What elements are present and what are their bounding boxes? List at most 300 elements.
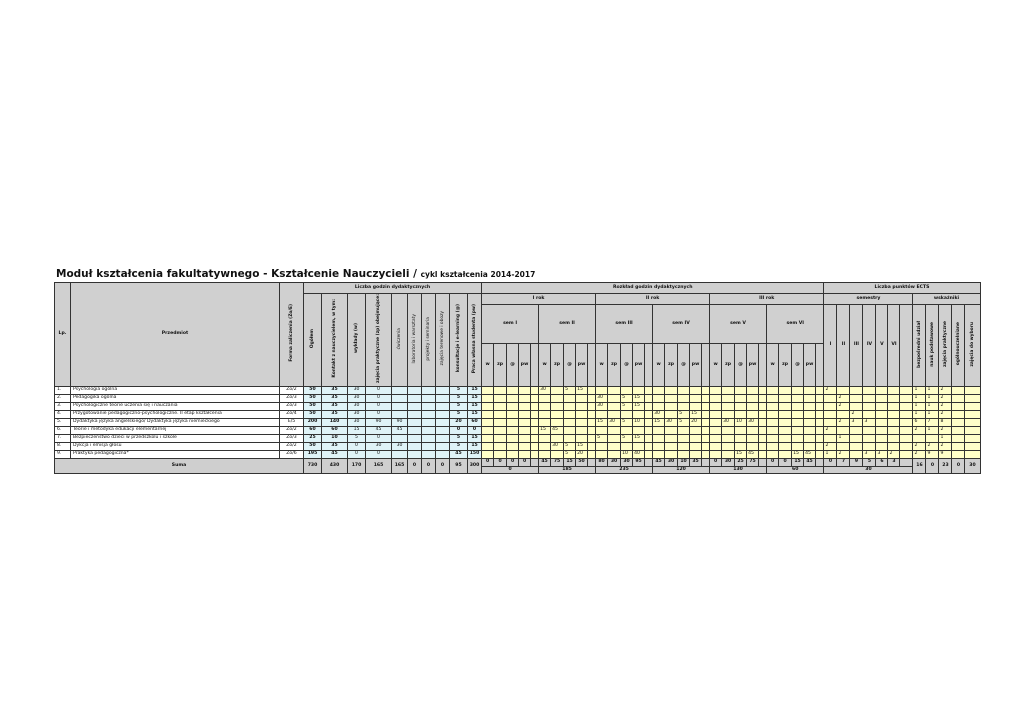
row-schedule-cell [779, 402, 792, 410]
row-schedule-cell [494, 386, 507, 394]
row-hours-cell: 60 [304, 426, 322, 434]
row-schedule-cell [767, 410, 779, 418]
row-schedule-cell [494, 434, 507, 442]
sum-schedule-cell: 0 [482, 458, 494, 466]
row-ects-sem-total [900, 426, 913, 434]
row-ects-indicator: 2 [939, 394, 952, 402]
row-sem-spacer [645, 426, 653, 434]
row-schedule-cell [482, 394, 494, 402]
row-schedule-cell [621, 426, 633, 434]
curriculum-table [54, 282, 981, 474]
sum-hours-cell: 95 [450, 458, 468, 473]
row-ects-sem [876, 410, 888, 418]
row-schedule-cell [767, 418, 779, 426]
row-hours-cell [436, 426, 450, 434]
row-ects-sem: 1 [837, 434, 850, 442]
row-schedule-cell [710, 394, 722, 402]
row-hours-cell: 5 [450, 394, 468, 402]
table-row [55, 434, 981, 442]
header-hours-col: Ogółem [304, 294, 322, 387]
sum-semester-total: 0 [482, 466, 539, 473]
row-schedule-cell [665, 426, 678, 434]
row-ects-sem [863, 442, 876, 450]
row-schedule-cell [747, 386, 759, 394]
header-sem-spacer [702, 343, 710, 386]
row-schedule-cell [792, 442, 804, 450]
row-hours-cell: 45 [450, 450, 468, 458]
row-hours-cell: 45 [366, 426, 392, 434]
row-ects-sem [837, 386, 850, 394]
row-sem-spacer [816, 434, 824, 442]
row-hours-cell: 35 [322, 410, 348, 418]
row-lp: 2. [55, 394, 71, 402]
sum-schedule-cell: 80 [596, 458, 608, 466]
sum-semester-total: 120 [653, 466, 710, 473]
row-schedule-cell: 45 [747, 450, 759, 458]
row-schedule-cell: 30 [539, 386, 551, 394]
header-subcol: @ [678, 343, 690, 386]
row-sem-spacer [702, 410, 710, 418]
row-schedule-cell [539, 394, 551, 402]
row-sem-spacer [816, 386, 824, 394]
row-ects-sem [824, 394, 837, 402]
sum-label: Suma [55, 458, 304, 473]
document-title [56, 262, 535, 281]
row-schedule-cell [551, 394, 564, 402]
row-schedule-cell [735, 394, 747, 402]
header-subcol: w [539, 343, 551, 386]
row-schedule-cell [735, 386, 747, 394]
row-hours-cell [436, 394, 450, 402]
table-row [55, 410, 981, 418]
row-ects-indicator: 1 [913, 386, 926, 394]
row-hours-cell [422, 426, 436, 434]
row-ects-sem: 3 [850, 418, 863, 426]
row-schedule-cell [665, 434, 678, 442]
sum-schedule-cell: 75 [747, 458, 759, 466]
row-hours-cell: 35 [322, 442, 348, 450]
header-year: III rok [710, 294, 824, 305]
row-lp: 1. [55, 386, 71, 394]
row-sem-spacer [645, 394, 653, 402]
header-subcol: w [482, 343, 494, 386]
row-schedule-cell [507, 394, 519, 402]
row-hours-cell: 140 [322, 418, 348, 426]
row-form: E/5 [280, 418, 304, 426]
row-sem-spacer [645, 418, 653, 426]
row-schedule-cell [665, 402, 678, 410]
row-form: Zo/3 [280, 434, 304, 442]
table-row [55, 386, 981, 394]
row-ects-sem [824, 434, 837, 442]
row-ects-sem [876, 386, 888, 394]
sum-schedule-cell: 45 [539, 458, 551, 466]
row-sem-spacer [702, 394, 710, 402]
row-schedule-cell [507, 386, 519, 394]
row-ects-sem [888, 410, 900, 418]
row-schedule-cell [539, 402, 551, 410]
row-schedule-cell [747, 426, 759, 434]
row-schedule-cell [608, 426, 621, 434]
row-schedule-cell: 5 [621, 418, 633, 426]
row-schedule-cell [653, 402, 665, 410]
row-schedule-cell: 30 [722, 418, 735, 426]
row-sem-spacer [702, 450, 710, 458]
row-form: Zo/2 [280, 386, 304, 394]
row-schedule-cell: 15 [633, 434, 645, 442]
row-ects-sem-total [900, 450, 913, 458]
row-hours-cell [422, 450, 436, 458]
row-form: Zo/4 [280, 410, 304, 418]
row-sem-spacer [759, 394, 767, 402]
row-ects-indicator [965, 434, 980, 442]
row-sem-spacer [759, 450, 767, 458]
row-sem-spacer [759, 442, 767, 450]
row-hours-cell: 30 [348, 410, 366, 418]
table-row [55, 426, 981, 434]
row-ects-indicator [965, 418, 980, 426]
row-hours-cell [408, 426, 422, 434]
row-ects-sem [850, 442, 863, 450]
row-schedule-cell [482, 450, 494, 458]
sum-schedule-cell: 25 [735, 458, 747, 466]
row-ects-indicator [952, 386, 965, 394]
row-hours-cell [392, 450, 408, 458]
row-ects-indicator: 1 [926, 410, 939, 418]
row-hours-cell [408, 434, 422, 442]
row-schedule-cell [633, 386, 645, 394]
row-schedule-cell [596, 386, 608, 394]
header-ects-sem: VI [888, 305, 900, 387]
sum-sem-spacer [588, 458, 596, 466]
row-schedule-cell [519, 426, 531, 434]
row-schedule-cell: 5 [678, 418, 690, 426]
row-schedule-cell [653, 442, 665, 450]
row-sem-spacer [759, 434, 767, 442]
row-schedule-cell [539, 434, 551, 442]
row-schedule-cell [678, 386, 690, 394]
table-row [55, 394, 981, 402]
row-schedule-cell [665, 442, 678, 450]
row-ects-indicator: 2 [913, 450, 926, 458]
row-schedule-cell [710, 402, 722, 410]
row-ects-indicator [965, 402, 980, 410]
header-ects-sem-total [900, 305, 913, 387]
row-schedule-cell [747, 402, 759, 410]
row-ects-indicator: 1 [913, 402, 926, 410]
row-schedule-cell [804, 434, 816, 442]
sum-schedule-cell: 10 [678, 458, 690, 466]
row-schedule-cell [767, 402, 779, 410]
row-subject: Przygotowanie pedagogiczno-psychologiczne. II etap kształcenia [71, 410, 280, 418]
row-schedule-cell [804, 442, 816, 450]
row-ects-sem [850, 450, 863, 458]
sum-schedule-cell: 15 [564, 458, 576, 466]
row-sem-spacer [531, 394, 539, 402]
row-schedule-cell [722, 434, 735, 442]
row-schedule-cell [792, 386, 804, 394]
row-schedule-cell [767, 426, 779, 434]
row-sem-spacer [588, 434, 596, 442]
row-hours-cell: 15 [348, 426, 366, 434]
row-ects-indicator: 7 [926, 418, 939, 426]
row-hours-cell: 5 [450, 402, 468, 410]
row-schedule-cell: 5 [678, 410, 690, 418]
row-hours-cell [422, 386, 436, 394]
row-ects-sem [876, 434, 888, 442]
row-sem-spacer [531, 426, 539, 434]
row-schedule-cell [804, 394, 816, 402]
row-schedule-cell: 5 [564, 386, 576, 394]
header-ects-group: Liczba punktów ECTS [824, 283, 980, 294]
row-schedule-cell [519, 386, 531, 394]
header-subcol: zp [779, 343, 792, 386]
row-schedule-cell [767, 450, 779, 458]
row-schedule-cell [633, 410, 645, 418]
row-subject: Praktyka pedagogiczna* [71, 450, 280, 458]
row-sem-spacer [588, 386, 596, 394]
row-hours-cell: 0 [450, 426, 468, 434]
row-sem-spacer [588, 402, 596, 410]
row-hours-cell: 5 [450, 410, 468, 418]
row-sem-spacer [702, 386, 710, 394]
row-lp: 7. [55, 434, 71, 442]
row-ects-sem-total [900, 434, 913, 442]
row-sem-spacer [816, 426, 824, 434]
row-form: Zo/2 [280, 426, 304, 434]
row-ects-sem [850, 434, 863, 442]
sum-semester-total: 235 [596, 466, 653, 473]
header-ects-sem: I [824, 305, 837, 387]
row-ects-indicator: 2 [939, 426, 952, 434]
sum-sem-spacer [759, 458, 767, 466]
header-ects-subgroup: semestry [824, 294, 913, 305]
row-schedule-cell [564, 410, 576, 418]
header-ects-indicator: zajęcia do wyboru [965, 305, 980, 387]
row-schedule-cell [519, 418, 531, 426]
row-schedule-cell [804, 418, 816, 426]
row-hours-cell: 35 [322, 386, 348, 394]
row-hours-cell: 0 [348, 442, 366, 450]
row-ects-indicator: 2 [939, 410, 952, 418]
row-schedule-cell [507, 418, 519, 426]
sum-sem-spacer [531, 458, 539, 466]
sum-schedule-cell: 30 [621, 458, 633, 466]
row-ects-sem [876, 402, 888, 410]
row-ects-sem: 3 [876, 450, 888, 458]
row-ects-sem: 2 [837, 450, 850, 458]
row-schedule-cell: 20 [690, 418, 702, 426]
sum-sem-spacer [702, 458, 710, 466]
sum-schedule-cell: 35 [690, 458, 702, 466]
header-subcol: @ [507, 343, 519, 386]
row-subject: Psychologia ogólna [71, 386, 280, 394]
row-hours-cell: 60 [468, 418, 482, 426]
row-schedule-cell [690, 394, 702, 402]
row-ects-indicator [952, 426, 965, 434]
header-subcol: w [767, 343, 779, 386]
row-schedule-cell: 5 [564, 450, 576, 458]
row-hours-cell: 50 [304, 386, 322, 394]
row-schedule-cell [482, 410, 494, 418]
row-schedule-cell: 15 [633, 394, 645, 402]
row-schedule-cell [690, 426, 702, 434]
row-sem-spacer [531, 434, 539, 442]
sum-ects-total: 30 [824, 466, 913, 473]
row-schedule-cell [735, 410, 747, 418]
row-schedule-cell: 20 [576, 450, 588, 458]
row-schedule-cell [792, 394, 804, 402]
row-ects-indicator: 1 [926, 386, 939, 394]
row-ects-sem [863, 394, 876, 402]
sum-hours-cell: 300 [468, 458, 482, 473]
row-sem-spacer [759, 418, 767, 426]
header-subcol: w [710, 343, 722, 386]
row-schedule-cell: 30 [596, 402, 608, 410]
row-ects-sem-total [900, 386, 913, 394]
row-schedule-cell [507, 434, 519, 442]
row-ects-indicator: 8 [939, 418, 952, 426]
sum-schedule-cell: 45 [804, 458, 816, 466]
header-subcol: pw [576, 343, 588, 386]
row-schedule-cell [710, 426, 722, 434]
row-schedule-cell [710, 450, 722, 458]
row-sem-spacer [702, 402, 710, 410]
row-schedule-cell: 30 [551, 442, 564, 450]
row-subject: Pedagogika ogólna [71, 394, 280, 402]
row-sem-spacer [759, 426, 767, 434]
header-subject: Przedmiot [71, 283, 280, 387]
header-sem-spacer [816, 343, 824, 386]
row-hours-cell [408, 418, 422, 426]
row-ects-sem [850, 426, 863, 434]
row-ects-indicator [952, 410, 965, 418]
row-ects-sem: 3 [863, 418, 876, 426]
row-schedule-cell [576, 434, 588, 442]
row-hours-cell: 30 [366, 442, 392, 450]
row-schedule-cell [539, 442, 551, 450]
sum-ects-indicator: 23 [939, 458, 952, 473]
header-hours-col: Praca własna studenta (pw) [468, 294, 482, 387]
row-schedule-cell [779, 386, 792, 394]
row-schedule-cell [519, 450, 531, 458]
row-hours-cell: 195 [304, 450, 322, 458]
row-hours-cell: 30 [392, 442, 408, 450]
row-schedule-cell [539, 450, 551, 458]
sum-ects-sem: 0 [824, 458, 837, 466]
header-ects-indicator: nauk podstawowe [926, 305, 939, 387]
row-hours-cell [422, 402, 436, 410]
row-sem-spacer [531, 386, 539, 394]
sum-ects-sem: 9 [850, 458, 863, 466]
sum-ects-sem: 3 [888, 458, 900, 466]
row-ects-indicator: 2 [939, 386, 952, 394]
row-ects-indicator [965, 450, 980, 458]
row-sem-spacer [702, 418, 710, 426]
row-schedule-cell [482, 386, 494, 394]
row-sem-spacer [531, 402, 539, 410]
header-hours-col: zajęcia terenowe i obozy [436, 294, 450, 387]
sum-schedule-cell: 30 [608, 458, 621, 466]
row-schedule-cell [494, 426, 507, 434]
sum-sem-spacer [816, 458, 824, 466]
row-hours-cell [392, 394, 408, 402]
row-sem-spacer [816, 418, 824, 426]
row-schedule-cell [621, 386, 633, 394]
row-ects-sem [888, 434, 900, 442]
row-schedule-cell [767, 434, 779, 442]
sum-semester-total: 185 [539, 466, 596, 473]
row-schedule-cell [735, 442, 747, 450]
header-subcol: pw [519, 343, 531, 386]
header-sem-spacer [531, 343, 539, 386]
sum-hours-cell: 730 [304, 458, 322, 473]
sum-schedule-cell: 15 [792, 458, 804, 466]
sum-schedule-cell: 0 [507, 458, 519, 466]
header-ects-sem: II [837, 305, 850, 387]
row-hours-cell [436, 410, 450, 418]
row-schedule-cell [539, 418, 551, 426]
row-hours-cell [422, 434, 436, 442]
row-schedule-cell [710, 410, 722, 418]
row-hours-cell [392, 410, 408, 418]
row-ects-indicator [965, 442, 980, 450]
header-sem-spacer [588, 343, 596, 386]
row-hours-cell: 50 [304, 410, 322, 418]
header-hours-col: Kontakt z nauczycielem, w tym: [322, 294, 348, 387]
row-hours-cell: 0 [366, 434, 392, 442]
row-hours-cell: 200 [304, 418, 322, 426]
row-schedule-cell: 15 [539, 426, 551, 434]
row-subject: Dydaktyka języka angielskiego/ Dydaktyka języka niemieckiego [71, 418, 280, 426]
row-schedule-cell [482, 418, 494, 426]
row-schedule-cell [792, 410, 804, 418]
sum-schedule-cell: 0 [519, 458, 531, 466]
sum-semester-total: 60 [767, 466, 824, 473]
row-ects-indicator [952, 450, 965, 458]
row-subject: Dykcja i emisja głosu [71, 442, 280, 450]
row-hours-cell: 5 [450, 386, 468, 394]
header-ects-indicator: zajęcia praktyczne [939, 305, 952, 387]
table-row [55, 402, 981, 410]
sum-schedule-cell: 95 [633, 458, 645, 466]
row-sem-spacer [531, 410, 539, 418]
row-hours-cell: 60 [322, 426, 348, 434]
row-schedule-cell [804, 410, 816, 418]
row-schedule-cell [665, 450, 678, 458]
table-row [55, 418, 981, 426]
row-schedule-cell [564, 426, 576, 434]
row-ects-indicator [952, 394, 965, 402]
row-ects-indicator: 2 [939, 442, 952, 450]
header-semester: sem III [596, 305, 653, 344]
row-schedule-cell [576, 410, 588, 418]
header-subcol: zp [608, 343, 621, 386]
row-schedule-cell [519, 402, 531, 410]
header-semester: sem V [710, 305, 767, 344]
row-schedule-cell [494, 394, 507, 402]
header-ects-sem: III [850, 305, 863, 387]
row-hours-cell: 30 [348, 418, 366, 426]
row-schedule-cell [690, 402, 702, 410]
row-hours-cell [408, 450, 422, 458]
row-schedule-cell [482, 426, 494, 434]
row-ects-sem [888, 394, 900, 402]
row-hours-cell [392, 434, 408, 442]
row-schedule-cell [735, 434, 747, 442]
row-schedule-cell [722, 442, 735, 450]
sum-ects-indicator: 0 [926, 458, 939, 473]
